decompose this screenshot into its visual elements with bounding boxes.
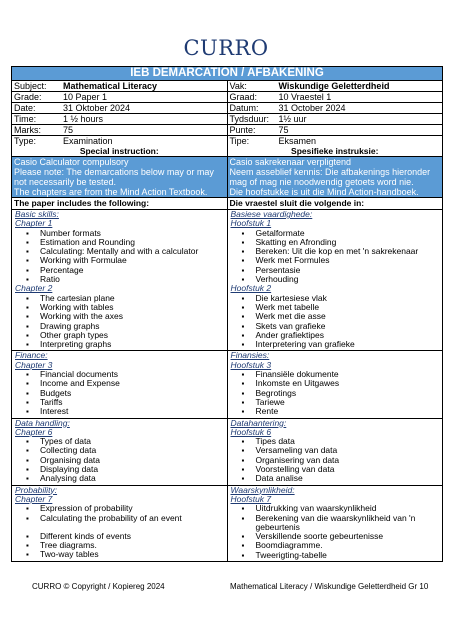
info-label: Date: [14,103,36,113]
info-cell-af [228,125,443,135]
topic-item: ▪ Tariffs [15,398,225,407]
instruction-text-en [12,157,228,197]
topic-item: ▪ Verhouding [231,275,441,284]
topic-item: ▪ Working with the axes [15,312,225,321]
topic-item: ▪ Skatting en Afronding [231,238,441,247]
info-label: Subject: [14,81,47,91]
info-label: Grade: [14,92,42,102]
topic-item: ▪ Inkomste en Uitgawes [231,379,441,388]
info-row [12,92,442,103]
info-label: Type: [14,136,37,146]
info-value: Examination [63,136,113,146]
includes-row [12,198,442,210]
topic-item: ▪ Voorstelling van data [231,465,441,474]
info-value: 75 [63,125,74,135]
topic-section-en [12,486,228,561]
instruction-line: Casio Calculator compulsory [14,157,129,167]
topic-heading: Hoofstuk 3 [230,359,272,370]
topic-section-af [228,210,443,350]
info-cell-af [228,114,443,124]
topic-item: ▪ Interpreting graphs [15,340,225,349]
topic-item: ▪ Collecting data [15,446,225,455]
info-cell-af [228,81,443,91]
topic-item: ▪ Displaying data [15,465,225,474]
topic-list [231,437,441,483]
topic-item: ▪ Finansiële dokumente [231,370,441,379]
info-row [12,114,442,125]
topic-item: ▪ Tipes data [231,437,441,446]
info-cell-af [228,92,443,102]
instruction-line: The chapters are from the Mind Action Textbook. [14,187,208,197]
topic-item: ▪ Versameling van data [231,446,441,455]
topic-item: ▪ Ander grafiektipes [231,331,441,340]
topic-item: ▪ Expression of probability [15,504,225,513]
info-label: Time: [14,114,37,124]
topic-section-row [12,486,442,561]
info-label: Tipe: [229,136,250,146]
topic-list [231,294,441,350]
topic-item: ▪ Die kartesiese vlak [231,294,441,303]
demarcation-table [11,66,443,562]
topic-list [15,370,225,416]
topic-section-row [12,210,442,351]
info-label: Tydsduur: [229,114,270,124]
topic-section-af [228,419,443,485]
instruction-line: Casio sakrekenaar verpligtend [229,157,352,167]
info-row [12,103,442,114]
topic-heading: Datahantering: [230,417,287,428]
includes-heading-af: Die vraestel sluit die volgende in: [229,198,365,208]
info-row [12,81,442,92]
includes-heading-en: The paper includes the following: [12,198,228,209]
topic-heading: Chapter 7 [15,493,53,504]
demarcation-banner: IEB DEMARCATION / AFBAKENING [12,67,442,81]
topic-item: ▪ The cartesian plane [15,294,225,303]
topic-item: ▪ Werk met tabelle [231,303,441,312]
topic-heading: Chapter 1 [15,218,53,229]
info-cell-en [12,136,228,146]
topic-item: ▪ Skets van grafieke [231,322,441,331]
info-cell-en [12,81,228,91]
topic-item: ▪ Persentasie [231,266,441,275]
instruction-heading-en: Special instruction: [12,146,228,156]
info-value: 1½ uur [278,114,307,124]
topic-heading: Hoofstuk 6 [230,426,272,437]
info-value: 1 ½ hours [63,114,104,124]
info-label: Vak: [229,81,247,91]
topic-item: ▪ Werk met Formules [231,256,441,265]
topic-item: ▪ Getalformate [231,229,441,238]
topic-item: ▪ Data analise [231,474,441,483]
topic-item: ▪ Ratio [15,275,225,284]
topic-item: ▪ Boomdiagramme. [231,541,441,550]
topic-item: ▪ Analysing data [15,474,225,483]
topic-list [15,437,225,483]
info-value: Mathematical Literacy [63,81,158,91]
topic-item: ▪ Organisering van data [231,456,441,465]
topic-item: ▪ Werk met die asse [231,312,441,321]
topic-item: ▪ Working with tables [15,303,225,312]
instruction-row [12,157,442,198]
topic-item: ▪ Verskillende soorte gebeurtenisse [231,532,441,541]
topic-section-en [12,210,228,350]
info-value: 10 Vraestel 1 [278,92,332,102]
topic-item: ▪ Begrotings [231,389,441,398]
info-label: Graad: [229,92,258,102]
topic-heading: Waarskynlikheid: [230,484,295,495]
topic-list [15,294,225,350]
topic-item: ▪ Bereken: Uit die kop en met 'n sakrekenaar [231,247,441,256]
topic-heading: Probability: [15,484,58,495]
topic-item: ▪ Working with Formulae [15,256,225,265]
info-value: 31 October 2024 [278,103,346,113]
topic-section-en [12,351,228,417]
instruction-line: Please note: The demarcations below may or may not necessarily be tested. [14,167,214,187]
footer-copyright: CURRO © Copyright / Kopiereg 2024 [32,582,165,591]
topic-item: ▪ Types of data [15,437,225,446]
instruction-heading-af: Spesifieke instruksie: [291,146,379,156]
instruction-heading-row [12,146,442,157]
topic-heading: Chapter 3 [15,359,53,370]
topic-item: ▪ Interest [15,407,225,416]
info-label: Marks: [14,125,41,135]
info-row [12,136,442,146]
curro-logo: CURRO [183,36,269,60]
topic-sections [12,210,442,561]
topic-item: ▪ Two-way tables [15,550,225,559]
topic-heading: Basic skills: [15,209,59,219]
topic-item: ▪ Rente [231,407,441,416]
topic-item: ▪ Different kinds of events [15,532,225,541]
instruction-line: Die hoofstukke is uit die Mind Action-handboek. [229,187,419,197]
topic-section-row [12,351,442,418]
topic-heading: Finance: [15,350,48,361]
topic-item: ▪ Estimation and Rounding [15,238,225,247]
topic-item: ▪ Tweerigting-tabelle [231,551,441,560]
info-cell-af [228,136,443,146]
topic-item: ▪ Percentage [15,266,225,275]
footer-subject: Mathematical Literacy / Wiskundige Geletterdheid Gr 10 [230,582,429,591]
info-label: Punte: [229,125,256,135]
topic-list [231,370,441,416]
topic-item: ▪ Budgets [15,389,225,398]
topic-item: ▪ Calculating: Mentally and with a calculator [15,247,225,256]
topic-item: ▪ Tree diagrams. [15,541,225,550]
topic-section-af [228,351,443,417]
topic-item: ▪ Organising data [15,456,225,465]
info-value: Wiskundige Geletterdheid [278,81,390,91]
topic-list [231,229,441,285]
info-value: 10 Paper 1 [63,92,108,102]
topic-list [231,504,441,560]
info-cell-en [12,92,228,102]
topic-item: ▪ Number formats [15,229,225,238]
topic-section-en [12,419,228,485]
topic-list [15,504,225,559]
topic-heading: Chapter 2 [15,283,53,294]
info-value: 31 Oktober 2024 [63,103,131,113]
topic-item: ▪ Income and Expense [15,379,225,388]
info-row [12,125,442,136]
topic-item: ▪ Other graph types [15,331,225,340]
instruction-line: Neem asseblief kennis: Die afbakenings hieronder mag of mag nie noodwendig getoets word nie. [229,167,431,187]
topic-item: ▪ Drawing graphs [15,322,225,331]
info-cell-en [12,103,228,113]
info-cell-en [12,114,228,124]
info-cell-af [228,103,443,113]
topic-heading: Basiese vaardighede: [230,209,313,219]
topic-item: ▪ Financial documents [15,370,225,379]
topic-item: ▪ Berekening van die waarskynlikheid van 'n gebeurtenis [231,514,441,533]
info-rows [12,81,442,146]
topic-section-row [12,419,442,486]
topic-heading: Chapter 6 [15,426,53,437]
info-value: 75 [278,125,289,135]
topic-heading: Finansies: [230,350,270,361]
topic-item: ▪ Tariewe [231,398,441,407]
info-label: Datum: [229,103,259,113]
topic-heading: Hoofstuk 1 [230,218,272,229]
topic-heading: Hoofstuk 7 [230,493,272,504]
instruction-text-af [228,157,443,197]
info-value: Eksamen [278,136,317,146]
info-cell-en [12,125,228,135]
topic-section-af [228,486,443,561]
topic-list [15,229,225,285]
topic-heading: Hoofstuk 2 [230,283,272,294]
topic-item: ▪ Calculating the probability of an event [15,514,225,523]
topic-item: ▪ Uitdrukking van waarskynlikheid [231,504,441,513]
topic-item: ▪ Interpretering van grafieke [231,340,441,349]
topic-heading: Data handling: [15,417,70,428]
